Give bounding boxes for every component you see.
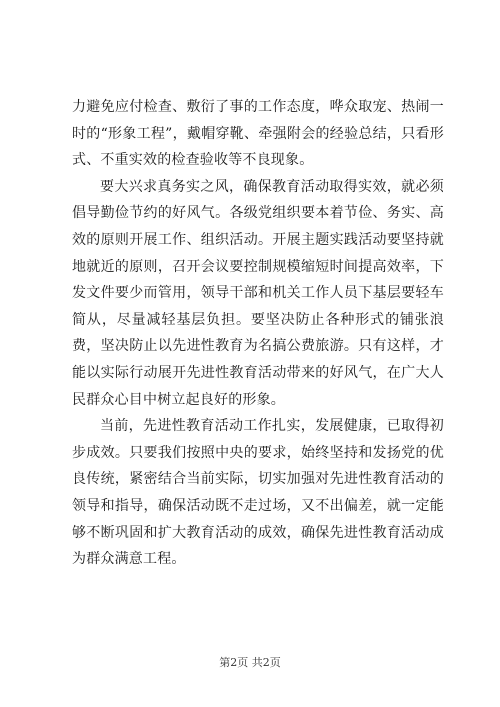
- document-body: [72, 94, 444, 573]
- paragraph-2: 要大兴求真务实之风，确保教育活动取得实效，就必须倡导勤俭节约的好风气。各级党组织要本着节俭、务实、高效的原则开展工作、组织活动。开展主题实践活动要坚持就地就近的原则，召开会议要控制规模缩短时间提高效率，下发文件要少而管用，领导干部和机关工作人员下基层要轻车简从，尽量减轻基层负担。要坚决防止各种形式的铺张浪费，坚决防止以先进性教育为名搞公费旅游。只有这样，才能以实际行动展开先进性教育活动带来的好风气，在广大人民群众心目中树立起良好的形象。: [72, 178, 444, 408]
- paragraph-3: 当前，先进性教育活动工作扎实，发展健康，已取得初步成效。只要我们按照中央的要求，始终坚持和发扬党的优良传统，紧密结合当前实际，切实加强对先进性教育活动的领导和指导，确保活动既不走过场，又不出偏差，就一定能够不断巩固和扩大教育活动的成效，确保先进性教育活动成为群众满意工程。: [72, 418, 444, 568]
- page-number-footer: 第2页 共2页: [219, 656, 281, 669]
- paragraph-1: 力避免应付检查、敷衍了事的工作态度，哗众取宠、热闹一时的“形象工程”，戴帽穿靴、牵强附会的经验总结，只看形式、不重实效的检查验收等不良现象。: [72, 99, 444, 169]
